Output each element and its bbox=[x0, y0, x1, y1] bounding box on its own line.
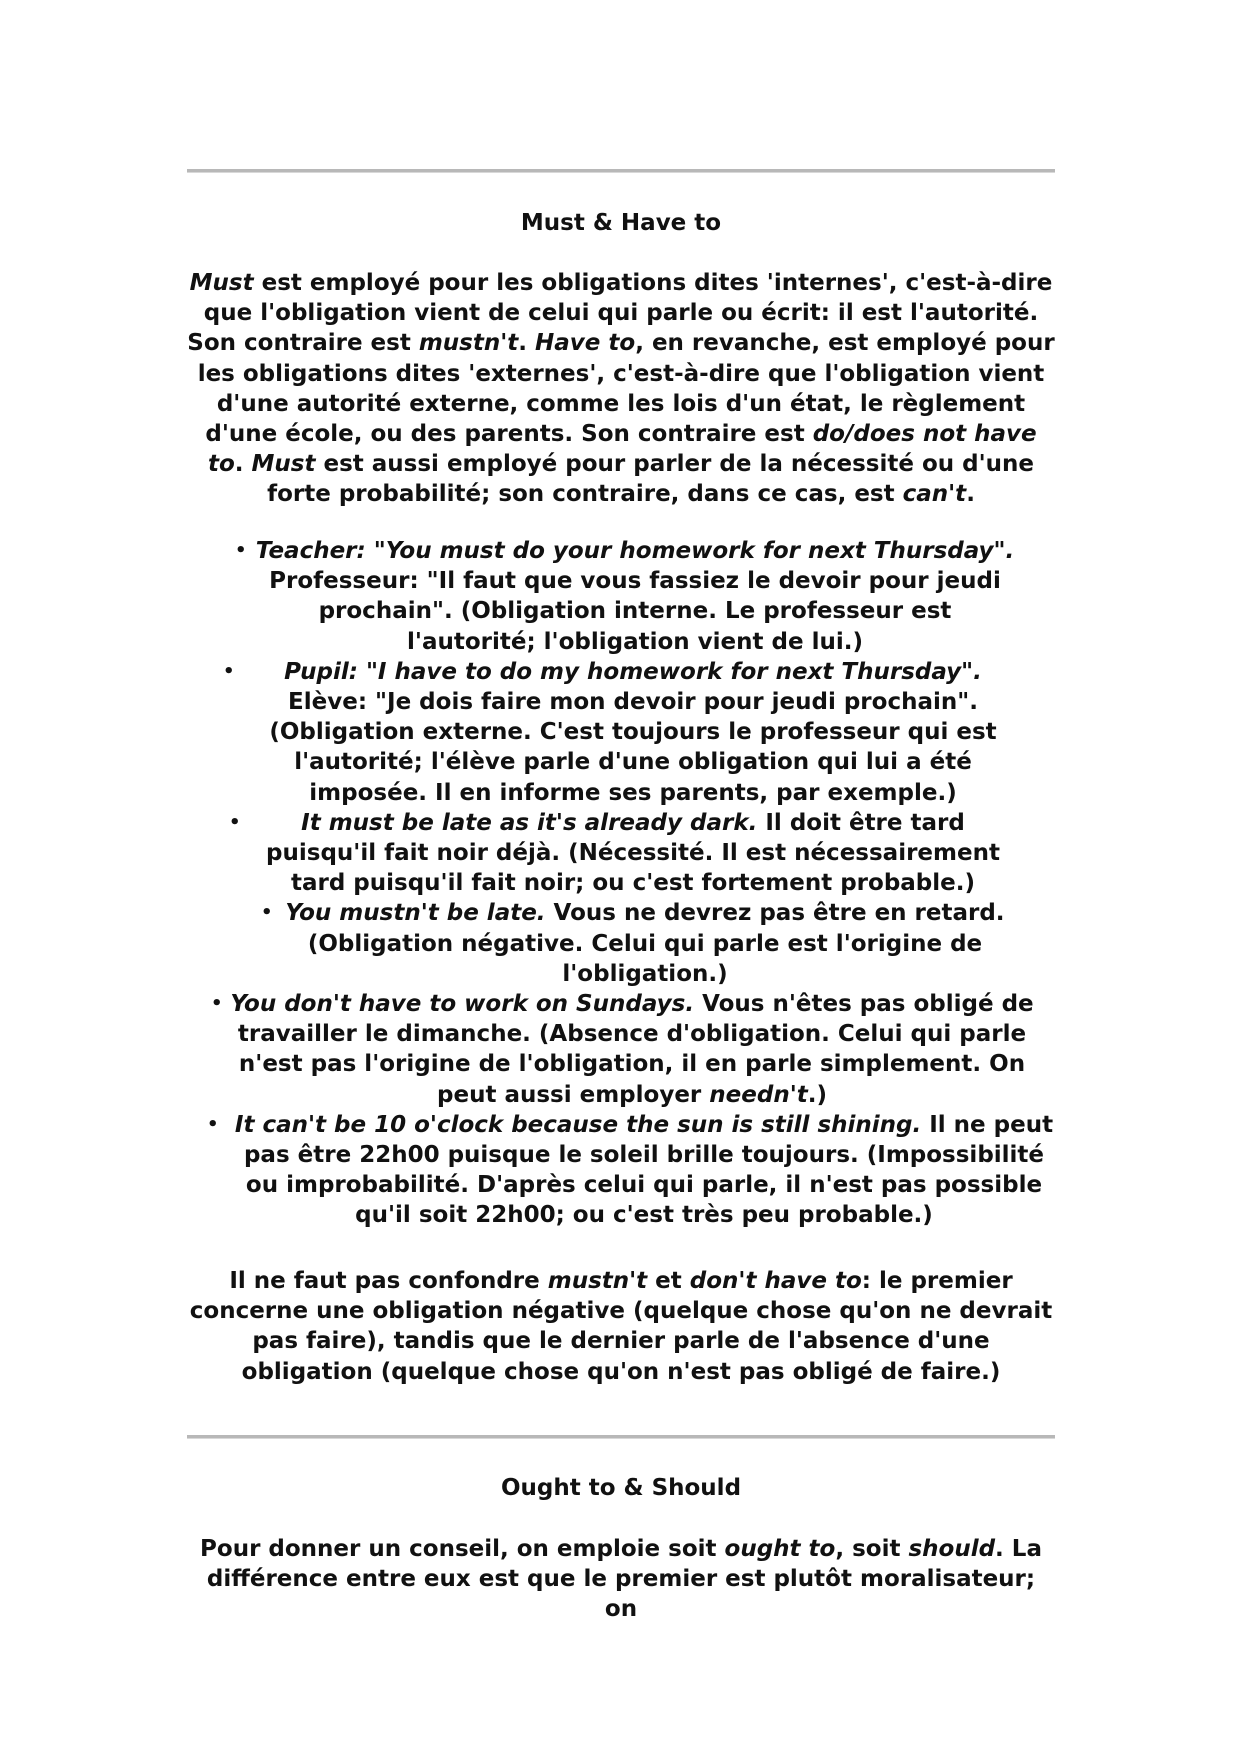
example-english: You don't have to work on Sundays. bbox=[230, 991, 695, 1018]
list-item bbox=[235, 536, 1015, 657]
list-item bbox=[223, 657, 1023, 808]
document-page bbox=[187, 0, 1055, 1754]
intro-paragraph-must-have-to: Must est employé pour les obligations dites 'internes', c'est-à-dire que l'obligation vient de celui qui parle ou écrit: il est l'autorité. Son contraire est mustn't. Have to, en revanche, est employé pour les obligations dites 'externes', c'est-à-dire que l'obligation vient d'une autorité externe, comme les lois d'un état, le règlement d'une école, ou des parents. Son contraire est do/does not have to. Must est aussi employé pour parler de la nécessité ou d'une forte probabilité; son contraire, dans ce cas, est can't. bbox=[187, 270, 1055, 508]
list-item: • You don't have to work on Sundays. Vous n'êtes pas obligé de travailler le dimanche. (Absence d'obligation. Celui qui parle n'est pas l'origine de l'obligation, il en parle simplement. On peut aussi employer needn't.) bbox=[211, 991, 1034, 1108]
example-french: Vous n'êtes pas obligé de travailler le dimanche. (Absence d'obligation. Celui qui parle n'est pas l'origine de l'obligation, il en parle simplement. On peut aussi employer bbox=[237, 991, 1034, 1108]
bullet-icon: • bbox=[207, 1113, 219, 1135]
term-neednt: needn't bbox=[709, 1081, 808, 1108]
example-french: Vous ne devrez pas être en retard. (Obligation négative. Celui qui parle est l'origine de l'obligation.) bbox=[307, 900, 1005, 987]
example-french: Professeur: "Il faut que vous fassiez le devoir pour jeudi prochain". (Obligation interne. Le professeur est l'autorité; l'obligation vient de lui.) bbox=[269, 568, 1001, 655]
list-item bbox=[229, 808, 1023, 899]
example-english: You mustn't be late. bbox=[285, 900, 546, 927]
list-item bbox=[261, 898, 1015, 989]
section-title-ought-to-should: Ought to & Should bbox=[500, 1475, 742, 1501]
example-english: Pupil: "I have to do my homework for next Thursday". bbox=[284, 658, 982, 685]
example-french: Il doit être tard puisqu'il fait noir déjà. (Nécessité. Il est nécessairement tard puisqu'il fait noir; ou c'est fortement probable.) bbox=[266, 809, 1000, 897]
term-mustnt-2: mustn't bbox=[547, 1268, 648, 1294]
example-french: Elève: "Je dois faire mon devoir pour jeudi prochain". (Obligation externe. C'est toujours le professeur qui est l'autorité; l'élève parle d'une obligation qui lui a été imposée. Il en informe ses parents, par exemple.) bbox=[269, 689, 997, 806]
example-english: Teacher: "You must do your homework for next Thursday". bbox=[255, 538, 1015, 564]
term-have-to: Have to bbox=[535, 330, 636, 357]
bullet-icon: • bbox=[261, 902, 273, 924]
list-item bbox=[207, 1110, 1055, 1231]
term-do-does-not-have-to: do/does not have to bbox=[207, 421, 1037, 478]
example-french: Il ne peut pas être 22h00 puisque le soleil brille toujours. (Impossibilité ou improbabilité. D'après celui qui parle, il n'est pas possible qu'il soit 22h00; ou c'est très peu probable.) bbox=[243, 1111, 1054, 1229]
term-must: Must bbox=[189, 270, 254, 296]
example-english: It must be late as it's already dark. bbox=[301, 809, 758, 836]
example-english: It can't be 10 o'clock because the sun is still shining. bbox=[234, 1111, 922, 1138]
bullet-icon: • bbox=[235, 540, 247, 561]
examples-list bbox=[187, 536, 1055, 1231]
horizontal-rule-top bbox=[187, 169, 1055, 173]
term-must-2: Must bbox=[251, 451, 316, 478]
term-should: should bbox=[908, 1536, 996, 1562]
bullet-icon: • bbox=[211, 993, 223, 1015]
term-mustnt: mustn't bbox=[418, 330, 519, 357]
section-title-must-have-to: Must & Have to bbox=[520, 210, 722, 236]
bullet-icon: • bbox=[229, 811, 241, 833]
horizontal-rule-middle bbox=[187, 1435, 1055, 1439]
term-cant: can't bbox=[902, 481, 967, 508]
term-dont-have-to: don't have to bbox=[689, 1268, 862, 1294]
intro-paragraph-ought-to-should: Pour donner un conseil, on emploie soit ought to, soit should. La différence entre eux est que le premier est plutôt moralisateur; on bbox=[200, 1536, 1042, 1623]
term-ought-to: ought to bbox=[724, 1536, 836, 1562]
bullet-icon: • bbox=[223, 660, 235, 682]
outro-paragraph-must-have-to: Il ne faut pas confondre mustn't et don't have to: le premier concerne une obligation négative (quelque chose qu'on ne devrait pas faire), tandis que le dernier parle de l'absence d'une obligation (quelque chose qu'on n'est pas obligé de faire.) bbox=[189, 1268, 1053, 1385]
